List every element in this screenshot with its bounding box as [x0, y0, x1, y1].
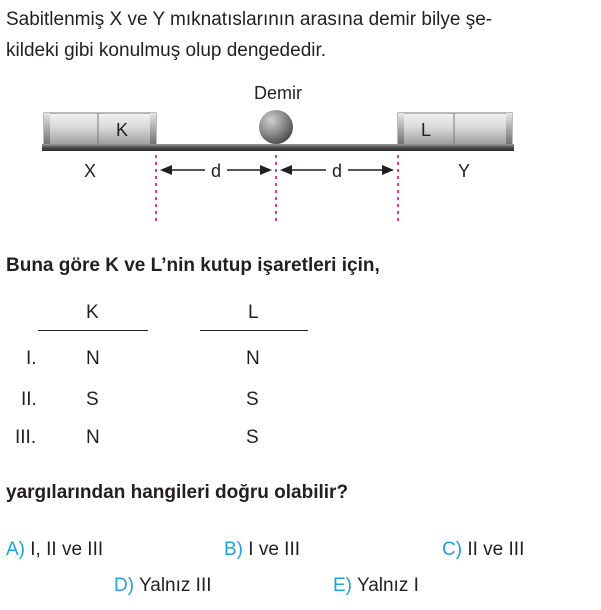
distance-arrow-left [160, 161, 272, 181]
option-d[interactable] [114, 576, 212, 595]
magnet-x-label: X [83, 161, 97, 181]
option-b-letter: B) [224, 539, 243, 560]
option-e-text: Yalnız I [356, 575, 419, 596]
option-d-text: Yalnız III [139, 575, 212, 596]
table-header-rule-k [38, 330, 148, 331]
table-row-3-l: S [246, 427, 259, 448]
table-header-rule-l [200, 330, 308, 331]
distance-arrow-right [280, 161, 394, 181]
option-a[interactable] [6, 540, 103, 559]
table-row-1-k: N [86, 348, 100, 369]
question-stem-line2: kildeki gibi konulmuş olup dengededir. [6, 40, 327, 61]
pole-l-label: L [420, 120, 432, 140]
magnet-x [44, 113, 156, 145]
table-row-1-l: N [246, 348, 260, 369]
table-row-2-l: S [246, 389, 259, 410]
table-header-l: L [248, 302, 259, 323]
table-row-3-k: N [86, 427, 100, 448]
question-text-2: yargılarından hangileri doğru olabilir? [6, 482, 349, 503]
magnet-figure [0, 78, 601, 228]
iron-ball [259, 110, 293, 144]
iron-ball-label: Demir [254, 83, 302, 103]
magnet-y-label: Y [457, 161, 471, 181]
option-e[interactable] [333, 576, 419, 595]
table-row-2-k: S [86, 389, 99, 410]
pole-k-label: K [115, 120, 129, 140]
table-row-1-number: I. [26, 348, 37, 369]
question-text: Buna göre K ve L’nin kutup işaretleri için, [6, 255, 380, 276]
option-c-letter: C) [442, 539, 463, 560]
distance-label-right: d [331, 161, 343, 181]
option-c[interactable] [442, 540, 524, 559]
option-b-text: I ve III [248, 539, 301, 560]
distance-label-left: d [210, 161, 222, 181]
magnet-y [398, 113, 512, 145]
rail-rod [42, 144, 514, 151]
option-a-letter: A) [6, 539, 25, 560]
table-header-k: K [86, 302, 99, 323]
option-b[interactable] [224, 540, 300, 559]
question-stem-line1: Sabitlenmiş X ve Y mıknatıslarının arasına demir bilye şe- [6, 9, 493, 30]
table-row-2-number: II. [21, 389, 37, 410]
option-c-text: II ve III [467, 539, 525, 560]
option-a-text: I, II ve III [30, 539, 104, 560]
option-e-letter: E) [333, 575, 352, 596]
option-d-letter: D) [114, 575, 135, 596]
table-row-3-number: III. [15, 427, 37, 448]
